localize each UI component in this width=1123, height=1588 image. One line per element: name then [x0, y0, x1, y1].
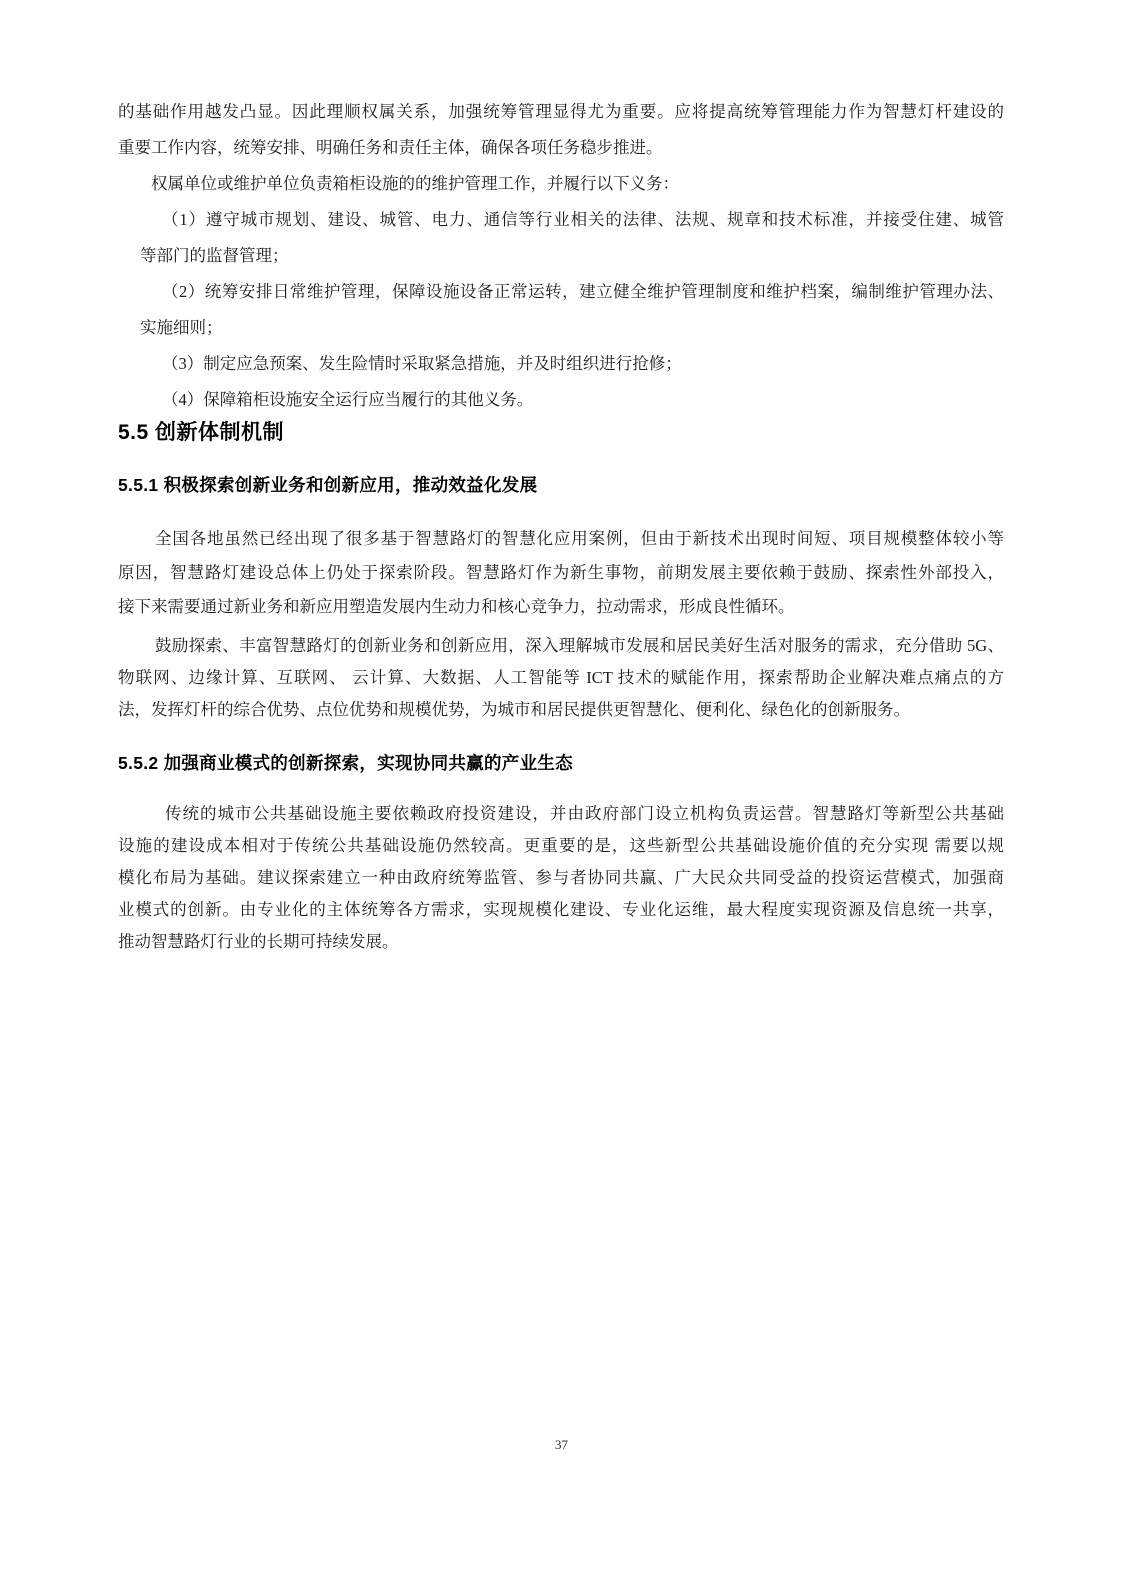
para-exploration-status-line-1: 全国各地虽然已经出现了很多基于智慧路灯的智慧化应用案例，但由于新技术出现时间短、项目规模整体较小等 [155, 529, 1004, 548]
page-content [118, 94, 1004, 958]
list-item-2-line-2: 实施细则； [140, 318, 223, 337]
list-item-3-line-1: （3）制定应急预案、发生险情时采取紧急措施，并及时组织进行抢修； [162, 354, 682, 373]
heading-5-5-2: 5.5.2 加强商业模式的创新探索，实现协同共赢的产业生态 [118, 753, 573, 773]
para-encourage-innovation [118, 630, 1004, 726]
para-encourage-innovation-line-3: 法，发挥灯杆的综合优势、点位优势和规模优势，为城市和居民提供更智慧化、便利化、绿色化的创新服务。 [118, 700, 910, 719]
para-exploration-status-line-2: 原因，智慧路灯建设总体上仍处于探索阶段。智慧路灯作为新生事物，前期发展主要依赖于鼓励、探索性外部投入， [118, 563, 1004, 582]
para-encourage-innovation-line-1: 鼓励探索、丰富智慧路灯的创新业务和创新应用，深入理解城市发展和居民美好生活对服务的需求，充分借助 5G、 [155, 636, 1004, 655]
para-business-model [118, 798, 1004, 958]
para-encourage-innovation-line-2: 物联网、边缘计算、互联网、 云计算、大数据、人工智能等 ICT 技术的赋能作用，探索帮助企业解决难点痛点的方 [118, 668, 1004, 687]
heading-5-5: 5.5 创新体制机制 [118, 421, 285, 444]
para-overall-coordination-line-1: 的基础作用越发凸显。因此理顺权属关系，加强统筹管理显得尤为重要。应将提高统筹管理能力作为智慧灯杆建设的 [118, 102, 1004, 121]
para-exploration-status [118, 522, 1004, 624]
para-business-model-line-5: 推动智慧路灯行业的长期可持续发展。 [118, 932, 399, 951]
para-business-model-line-4: 业模式的创新。由专业化的主体统筹各方需求，实现规模化建设、专业化运维，最大程度实现资源及信息统一共享， [118, 900, 1004, 919]
list-item-4-line-1: （4）保障箱柜设施安全运行应当履行的其他义务。 [162, 390, 534, 409]
para-maintenance-duty-intro [118, 166, 1004, 202]
page-number: 37 [555, 1437, 568, 1452]
list-item-1-line-2: 等部门的监督管理； [140, 246, 289, 265]
para-exploration-status-line-3: 接下来需要通过新业务和新应用塑造发展内生动力和核心竞争力，拉动需求，形成良性循环。 [118, 597, 795, 616]
heading-5-5-1: 5.5.1 积极探索创新业务和创新应用，推动效益化发展 [118, 475, 538, 495]
list-item-2-line-1: （2）统筹安排日常维护管理，保障设施设备正常运转，建立健全维护管理制度和维护档案，编制维护管理办法、 [162, 282, 1004, 301]
list-item-2 [118, 274, 1004, 346]
para-overall-coordination-line-2: 重要工作内容，统筹安排、明确任务和责任主体，确保各项任务稳步推进。 [118, 138, 663, 157]
para-business-model-line-1: 传统的城市公共基础设施主要依赖政府投资建设，并由政府部门设立机构负责运营。智慧路灯等新型公共基础 [165, 804, 1004, 823]
para-overall-coordination [118, 94, 1004, 166]
para-maintenance-duty-intro-line-1: 权属单位或维护单位负责箱柜设施的的维护管理工作，并履行以下义务： [151, 174, 679, 193]
list-item-4 [118, 382, 1004, 418]
list-item-1 [118, 202, 1004, 274]
para-business-model-line-2: 设施的建设成本相对于传统公共基础设施仍然较高。更重要的是，这些新型公共基础设施价值的充分实现 需要以规 [118, 836, 1004, 855]
para-business-model-line-3: 模化布局为基础。建议探索建立一种由政府统筹监管、参与者协同共赢、广大民众共同受益的投资运营模式，加强商 [118, 868, 1004, 887]
list-item-1-line-1: （1）遵守城市规划、建设、城管、电力、通信等行业相关的法律、法规、规章和技术标准，并接受住建、城管 [162, 210, 1004, 229]
list-item-3 [118, 346, 1004, 382]
